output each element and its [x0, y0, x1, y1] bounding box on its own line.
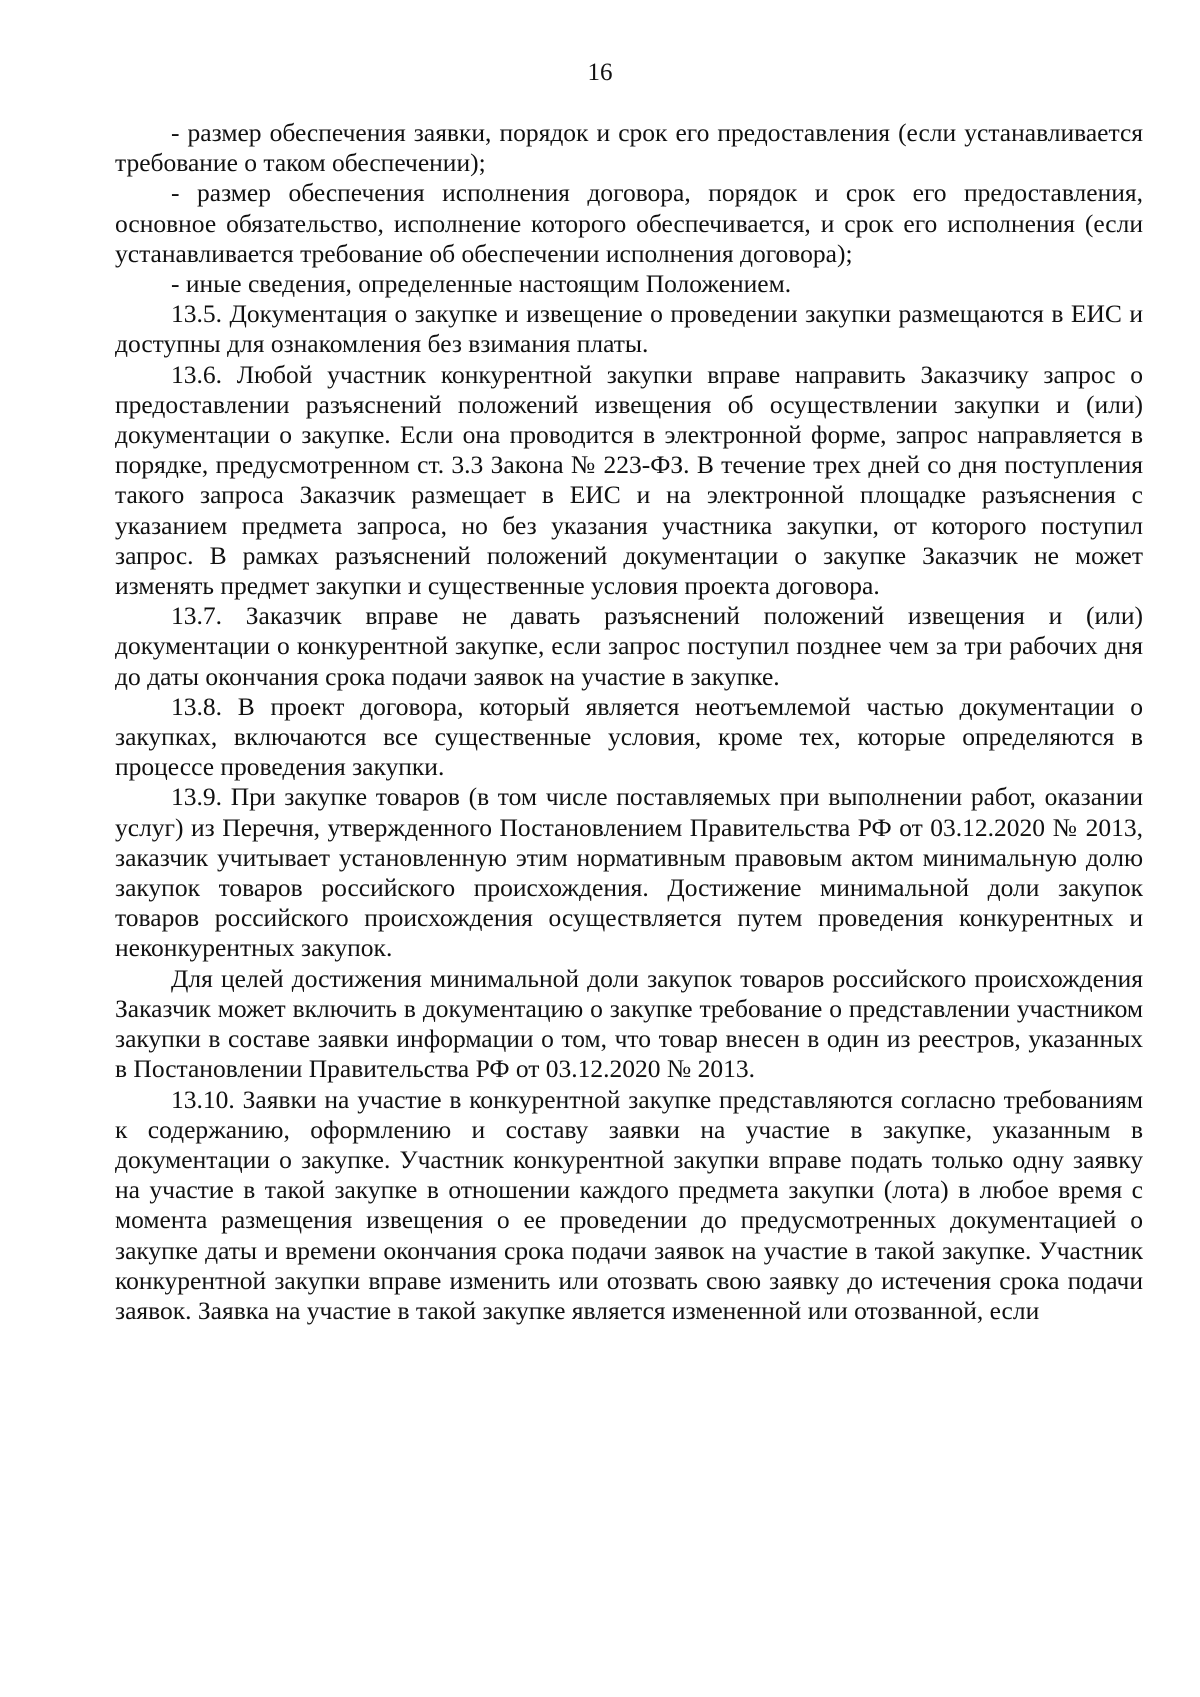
- paragraph-13-7: 13.7. Заказчик вправе не давать разъяснений положений извещения и (или) документации о конкурентной закупке, если запрос поступил позднее чем за три рабочих дня до даты окончания срока подачи заявок на участие в закупке.: [115, 601, 1143, 691]
- paragraph-guarantee-contract: - размер обеспечения исполнения договора, порядок и срок его предоставления, основное обязательство, исполнение которого обеспечивается, и срок его исполнения (если устанавливается требование об обеспечении исполнения договора);: [115, 178, 1143, 268]
- paragraph-13-10: 13.10. Заявки на участие в конкурентной закупке представляются согласно требованиям к содержанию, оформлению и составу заявки на участие в закупке, указанным в документации о закупке. Участник конкурентной закупки вправе подать только одну заявку на участие в такой закупке в отношении каждого предмета закупки (лота) в любое время с момента размещения извещения о ее проведении до предусмотренных документацией о закупке даты и времени окончания срока подачи заявок на участие в такой закупке. Участник конкурентной закупки вправе изменить или отозвать свою заявку до истечения срока подачи заявок. Заявка на участие в такой закупке является измененной или отозванной, если: [115, 1084, 1143, 1325]
- paragraph-other-info: - иные сведения, определенные настоящим Положением.: [171, 269, 792, 299]
- paragraph-13-5: 13.5. Документация о закупке и извещение о проведении закупки размещаются в ЕИС и доступны для ознакомления без взимания платы.: [115, 299, 1143, 359]
- document-body: [115, 118, 1143, 1326]
- paragraph-13-9-continued: Для целей достижения минимальной доли закупок товаров российского происхождения Заказчик может включить в документацию о закупке требование о представлении участником закупки в составе заявки информации о том, что товар внесен в один из реестров, указанных в Постановлении Правительства РФ от 03.12.2020 № 2013.: [115, 963, 1143, 1084]
- paragraph-13-6: 13.6. Любой участник конкурентной закупки вправе направить Заказчику запрос о предоставлении разъяснений положений извещения об осуществлении закупки и (или) документации о закупке. Если она проводится в электронной форме, запрос направляется в порядке, предусмотренном ст. 3.3 Закона № 223-ФЗ. В течение трех дней со дня поступления такого запроса Заказчик размещает в ЕИС и на электронной площадке разъяснения с указанием предмета запроса, но без указания участника закупки, от которого поступил запрос. В рамках разъяснений положений документации о закупке Заказчик не может изменять предмет закупки и существенные условия проекта договора.: [115, 359, 1143, 601]
- paragraph-guarantee-bid: - размер обеспечения заявки, порядок и срок его предоставления (если устанавливается требование о таком обеспечении);: [115, 118, 1143, 178]
- page-number: 16: [587, 59, 613, 86]
- paragraph-13-8: 13.8. В проект договора, который является неотъемлемой частью документации о закупках, включаются все существенные условия, кроме тех, которые определяются в процессе проведения закупки.: [115, 691, 1143, 782]
- paragraph-13-9: 13.9. При закупке товаров (в том числе поставляемых при выполнении работ, оказании услуг) из Перечня, утвержденного Постановлением Правительства РФ от 03.12.2020 № 2013, заказчик учитывает установленную этим нормативным правовым актом минимальную долю закупок товаров российского происхождения. Достижение минимальной доли закупок товаров российского происхождения осуществляется путем проведения конкурентных и неконкурентных закупок.: [115, 782, 1143, 963]
